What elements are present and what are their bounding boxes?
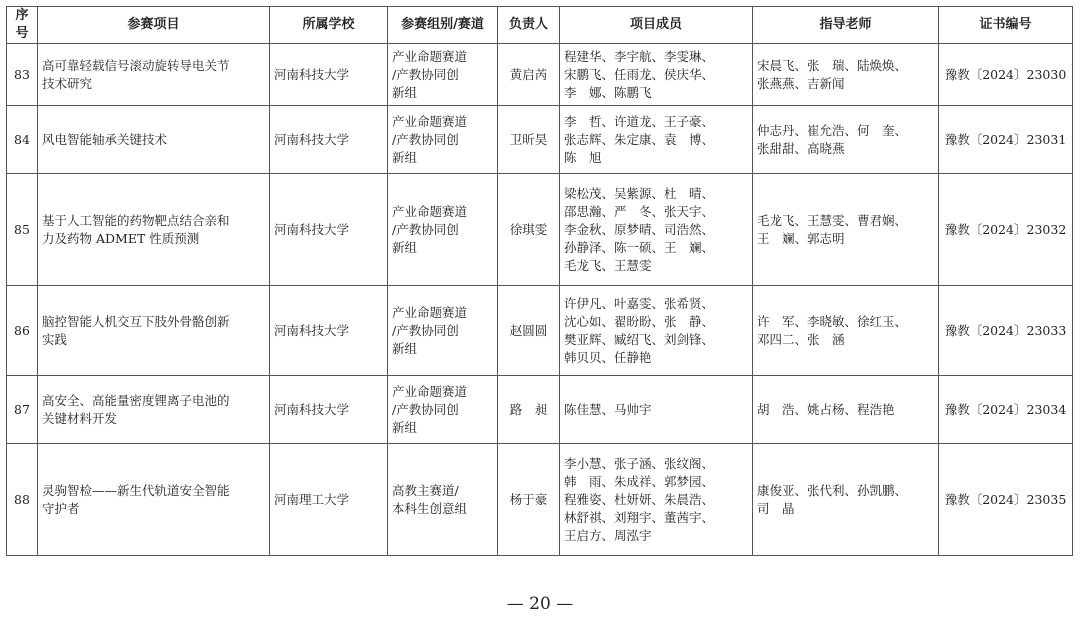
cell-cert: 豫教〔2024〕23030 xyxy=(939,44,1073,106)
header-members: 项目成员 xyxy=(560,7,753,44)
table-header-row xyxy=(7,7,1073,44)
cell-track: 产业命题赛道 /产教协同创 新组 xyxy=(388,106,498,174)
header-advisors: 指导老师 xyxy=(753,7,939,44)
cell-school: 河南科技大学 xyxy=(270,174,388,286)
cell-no: 86 xyxy=(7,286,38,376)
cell-school: 河南理工大学 xyxy=(270,444,388,556)
cell-school: 河南科技大学 xyxy=(270,106,388,174)
award-table xyxy=(6,6,1073,556)
cell-members: 李小慧、张子涵、张纹阁、 韩 雨、朱成祥、郭梦园、 程雅姿、杜妍妍、朱晨浩、 林舒祺、刘翔宇、董茜宇、 王启方、周泓宇 xyxy=(560,444,753,556)
cell-members: 许伊凡、叶嘉雯、张希贤、 沈心如、翟盼盼、张 静、 樊亚辉、臧绍飞、刘剑锋、 韩贝贝、任静艳 xyxy=(560,286,753,376)
cell-advisors: 许 军、李晓敏、徐红玉、 邓四二、张 涵 xyxy=(753,286,939,376)
page-number: — 20 — xyxy=(506,594,574,614)
cell-no: 88 xyxy=(7,444,38,556)
cell-members: 梁松茂、吴紫源、杜 晴、 邵思瀚、严 冬、张天宇、 李金秋、原梦晴、司浩然、 孙静泽、陈一硕、王 斓、 毛龙飞、王慧雯 xyxy=(560,174,753,286)
header-no: 序号 xyxy=(7,7,38,44)
cell-project: 基于人工智能的药物靶点结合亲和 力及药物 ADMET 性质预测 xyxy=(38,174,270,286)
cell-cert: 豫教〔2024〕23031 xyxy=(939,106,1073,174)
cell-no: 87 xyxy=(7,376,38,444)
cell-cert: 豫教〔2024〕23032 xyxy=(939,174,1073,286)
cell-project: 高安全、高能量密度锂离子电池的 关键材料开发 xyxy=(38,376,270,444)
table-row xyxy=(7,106,1073,174)
cell-track: 产业命题赛道 /产教协同创 新组 xyxy=(388,44,498,106)
cell-leader: 赵圆圆 xyxy=(498,286,560,376)
cell-track: 产业命题赛道 /产教协同创 新组 xyxy=(388,376,498,444)
cell-project: 脑控智能人机交互下肢外骨骼创新 实践 xyxy=(38,286,270,376)
header-cert: 证书编号 xyxy=(939,7,1073,44)
header-project: 参赛项目 xyxy=(38,7,270,44)
cell-track: 高教主赛道/ 本科生创意组 xyxy=(388,444,498,556)
cell-school: 河南科技大学 xyxy=(270,286,388,376)
table-row xyxy=(7,444,1073,556)
cell-project: 风电智能轴承关键技术 xyxy=(38,106,270,174)
cell-leader: 卫昕昊 xyxy=(498,106,560,174)
award-table-container xyxy=(6,6,1073,556)
cell-leader: 徐琪雯 xyxy=(498,174,560,286)
table-row xyxy=(7,286,1073,376)
cell-no: 84 xyxy=(7,106,38,174)
cell-track: 产业命题赛道 /产教协同创 新组 xyxy=(388,174,498,286)
cell-no: 83 xyxy=(7,44,38,106)
header-leader: 负责人 xyxy=(498,7,560,44)
cell-no: 85 xyxy=(7,174,38,286)
cell-advisors: 毛龙飞、王慧雯、曹君娴、 王 斓、郭志明 xyxy=(753,174,939,286)
cell-track: 产业命题赛道 /产教协同创 新组 xyxy=(388,286,498,376)
header-school: 所属学校 xyxy=(270,7,388,44)
cell-cert: 豫教〔2024〕23034 xyxy=(939,376,1073,444)
cell-cert: 豫教〔2024〕23033 xyxy=(939,286,1073,376)
cell-project: 灵驹智检——新生代轨道安全智能 守护者 xyxy=(38,444,270,556)
cell-school: 河南科技大学 xyxy=(270,376,388,444)
cell-leader: 杨于豪 xyxy=(498,444,560,556)
cell-members: 李 哲、许道龙、王子豪、 张志辉、朱定康、袁 博、 陈 旭 xyxy=(560,106,753,174)
cell-school: 河南科技大学 xyxy=(270,44,388,106)
table-row xyxy=(7,174,1073,286)
cell-leader: 黄启芮 xyxy=(498,44,560,106)
cell-project: 高可靠轻载信号滚动旋转导电关节 技术研究 xyxy=(38,44,270,106)
cell-advisors: 宋晨飞、张 瑞、陆焕焕、 张燕燕、吉新闻 xyxy=(753,44,939,106)
cell-advisors: 康俊亚、张代利、孙凯鹏、 司 晶 xyxy=(753,444,939,556)
header-track: 参赛组别/赛道 xyxy=(388,7,498,44)
cell-members: 程建华、李宇航、李雯琳、 宋鹏飞、任雨龙、侯庆华、 李 娜、陈鹏飞 xyxy=(560,44,753,106)
cell-members: 陈佳慧、马帅宇 xyxy=(560,376,753,444)
table-row xyxy=(7,44,1073,106)
cell-advisors: 胡 浩、姚占杨、程浩艳 xyxy=(753,376,939,444)
table-row xyxy=(7,376,1073,444)
cell-advisors: 仲志丹、崔允浩、何 奎、 张甜甜、高晓燕 xyxy=(753,106,939,174)
cell-leader: 路 昶 xyxy=(498,376,560,444)
cell-cert: 豫教〔2024〕23035 xyxy=(939,444,1073,556)
